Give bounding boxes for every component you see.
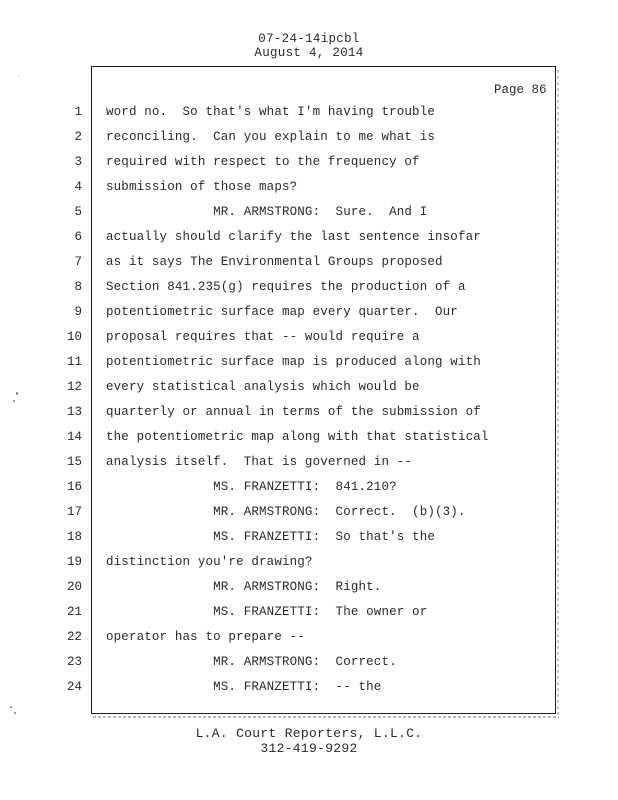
line-number: 8 [74, 280, 82, 294]
transcript-line: every statistical analysis which would be [106, 380, 420, 394]
scan-speck [14, 712, 16, 714]
scan-speck [10, 706, 12, 708]
line-number: 6 [74, 230, 82, 244]
line-number: 4 [74, 180, 82, 194]
line-number: 11 [66, 355, 82, 369]
transcript-line: reconciling. Can you explain to me what is [106, 130, 436, 144]
transcript-line: distinction you're drawing? [106, 555, 313, 569]
transcript-line: MS. FRANZETTI: The owner or [106, 605, 428, 619]
frame-shadow-right [557, 70, 559, 716]
scan-speck [18, 75, 19, 76]
line-number: 15 [66, 455, 82, 469]
transcript-line: submission of those maps? [106, 180, 298, 194]
line-number: 13 [66, 405, 82, 419]
transcript-line: MR. ARMSTRONG: Correct. (b)(3). [106, 505, 466, 519]
transcript-header-line-1: 07-24-14ipcbl [258, 32, 360, 46]
page-number-label: Page 86 [494, 83, 547, 97]
scan-speck [16, 392, 18, 395]
transcript-line: operator has to prepare -- [106, 630, 305, 644]
transcript-header-date: August 4, 2014 [254, 46, 364, 60]
line-number: 18 [66, 530, 82, 544]
line-number: 1 [74, 105, 82, 119]
line-number: 24 [66, 680, 82, 694]
transcript-line: MS. FRANZETTI: 841.210? [106, 480, 397, 494]
line-number: 23 [66, 655, 82, 669]
transcript-line: MR. ARMSTRONG: Correct. [106, 655, 397, 669]
transcript-line: required with respect to the frequency of [106, 155, 420, 169]
transcript-line: MS. FRANZETTI: -- the [106, 680, 382, 694]
transcript-line: Section 841.235(g) requires the production of a [106, 280, 466, 294]
line-number: 16 [66, 480, 82, 494]
line-number: 17 [66, 505, 82, 519]
line-number: 19 [66, 555, 82, 569]
line-number: 21 [66, 605, 82, 619]
transcript-line: as it says The Environmental Groups proposed [106, 255, 443, 269]
line-number: 3 [74, 155, 82, 169]
line-number: 2 [74, 130, 82, 144]
transcript-line: word no. So that's what I'm having trouble [106, 105, 436, 119]
transcript-line: MR. ARMSTRONG: Sure. And I [106, 205, 428, 219]
line-number: 20 [66, 580, 82, 594]
line-number: 14 [66, 430, 82, 444]
scan-speck [13, 400, 15, 402]
line-number: 5 [74, 205, 82, 219]
transcript-line: MR. ARMSTRONG: Right. [106, 580, 382, 594]
transcript-line: quarterly or annual in terms of the submission of [106, 405, 481, 419]
transcript-line: potentiometric surface map every quarter. Our [106, 305, 458, 319]
footer-phone-number: 312-419-9292 [260, 741, 358, 756]
line-number: 12 [66, 380, 82, 394]
line-number: 22 [66, 630, 82, 644]
transcript-line: the potentiometric map along with that statistical [106, 430, 489, 444]
transcript-line: MS. FRANZETTI: So that's the [106, 530, 436, 544]
transcript-line: actually should clarify the last sentence insofar [106, 230, 481, 244]
line-number: 7 [74, 255, 82, 269]
footer-reporter-name: L.A. Court Reporters, L.L.C. [195, 726, 423, 741]
transcript-line: proposal requires that -- would require a [106, 330, 420, 344]
transcript-line: potentiometric surface map is produced along with [106, 355, 481, 369]
line-number: 9 [74, 305, 82, 319]
frame-shadow-bottom [93, 716, 559, 718]
line-number: 10 [66, 330, 82, 344]
transcript-line: analysis itself. That is governed in -- [106, 455, 413, 469]
